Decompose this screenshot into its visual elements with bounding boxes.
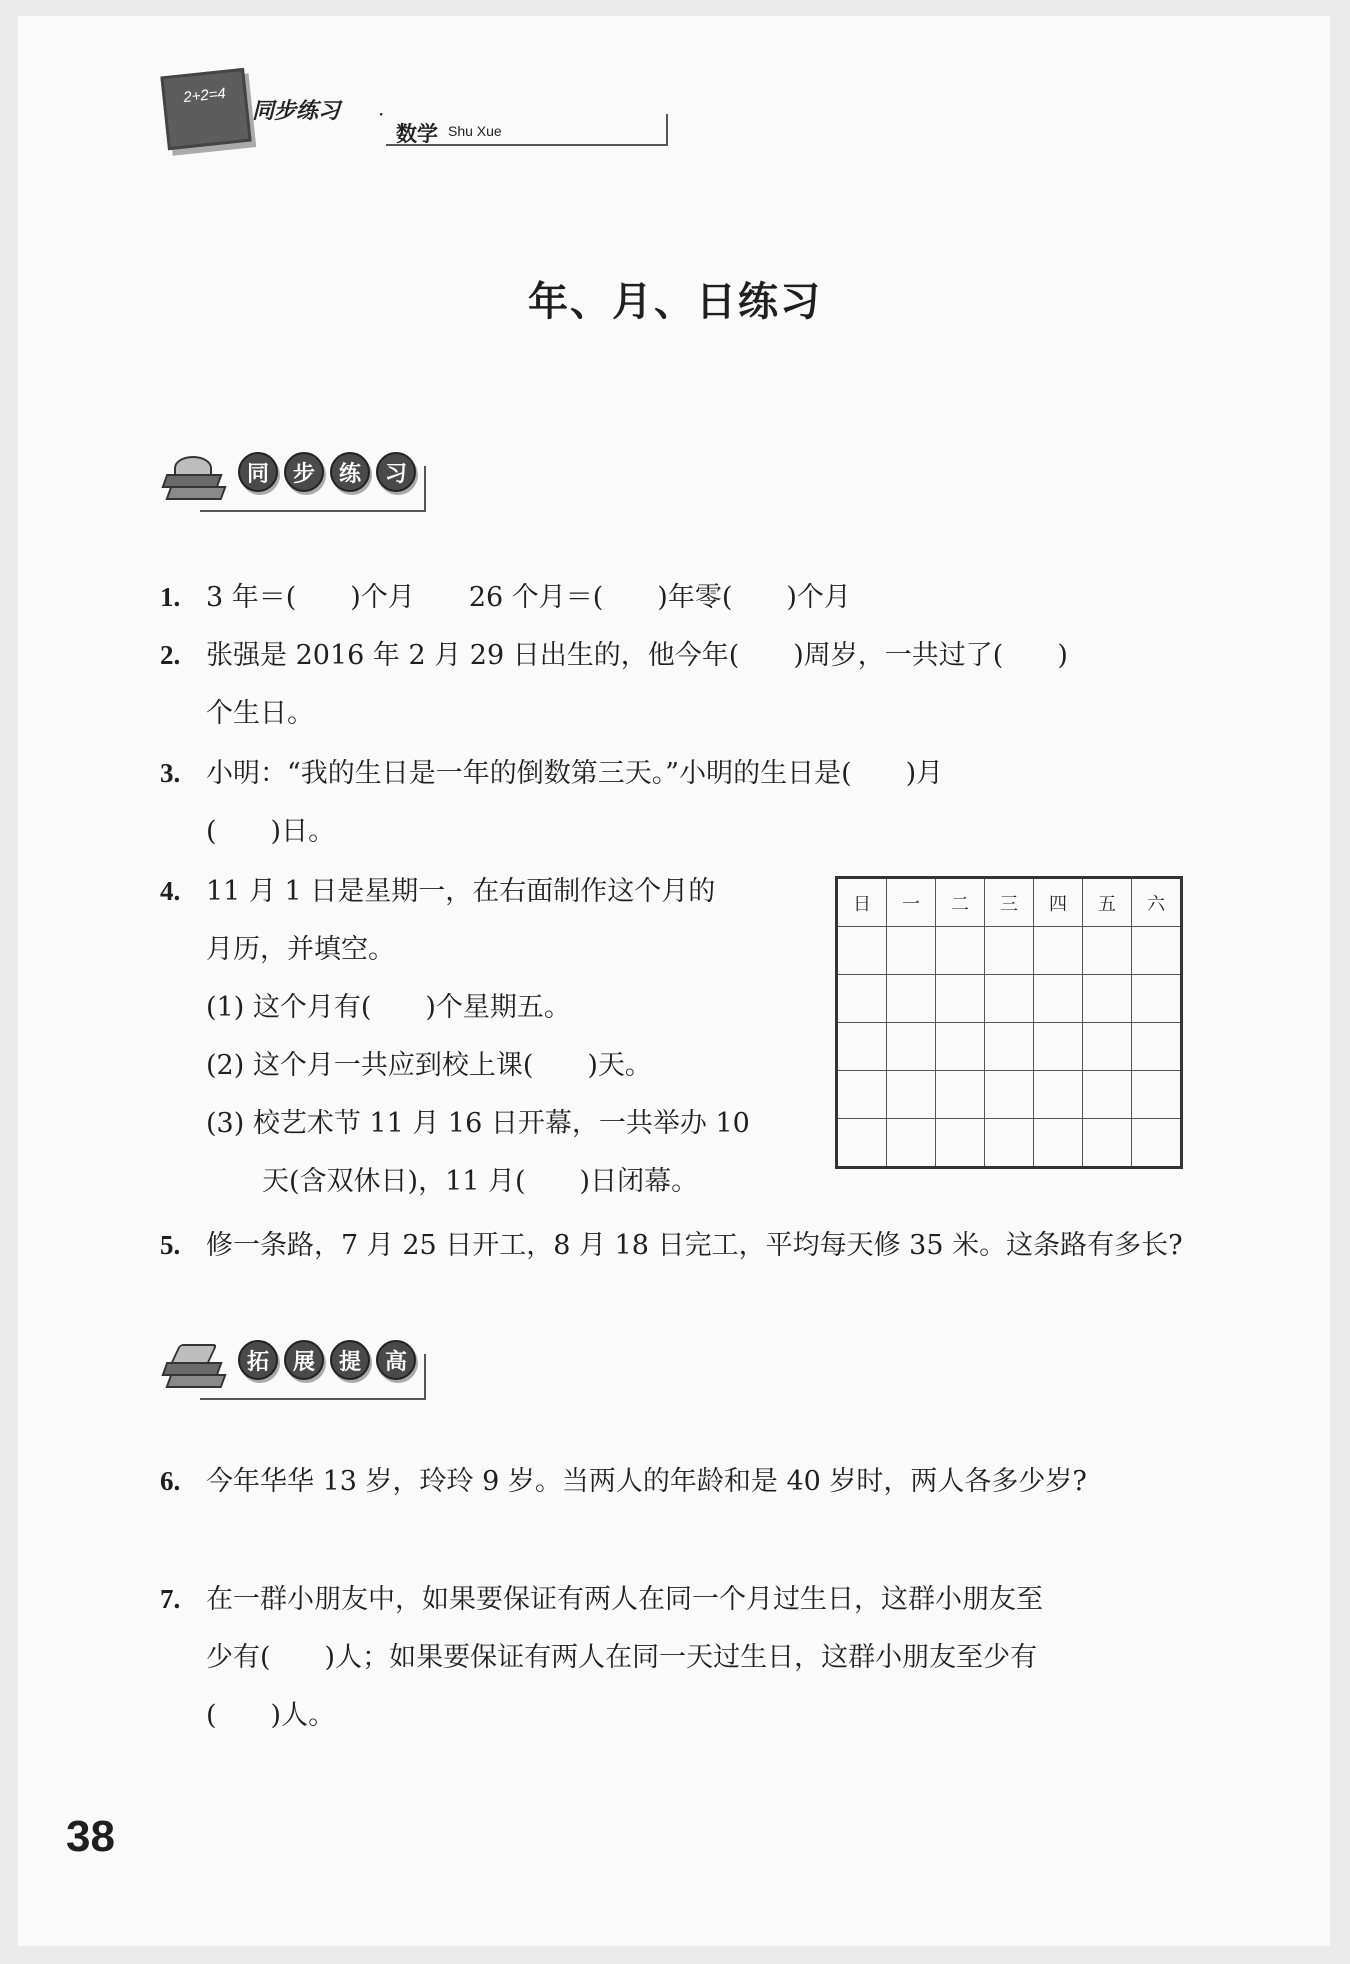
weekday-cell: 二 [936, 878, 985, 927]
calendar-cell[interactable] [985, 1119, 1034, 1168]
calendar-cell[interactable] [1034, 1071, 1083, 1119]
question-1 [160, 568, 851, 627]
question-number: 4. [160, 876, 181, 906]
chip: 步 [284, 452, 324, 492]
calendar-cell[interactable] [936, 1119, 985, 1168]
calendar-cell[interactable] [1132, 1023, 1182, 1071]
question-text: 在一群小朋友中，如果要保证有两人在同一个月过生日，这群小朋友至 [206, 1584, 1043, 1615]
calendar-cell[interactable] [985, 927, 1034, 975]
weekday-cell: 五 [1083, 878, 1132, 927]
question-text-cont: 少有( )人；如果要保证有两人在同一天过生日，这群小朋友至少有 [206, 1642, 1038, 1673]
chip: 展 [284, 1340, 324, 1380]
header-badge [160, 62, 520, 158]
calendar-cell[interactable] [1034, 1023, 1083, 1071]
calendar-row [837, 927, 1182, 975]
calendar-cell[interactable] [887, 1119, 936, 1168]
question-text: 今年华华 13 岁，玲玲 9 岁。当两人的年龄和是 40 岁时，两人各多少岁? [206, 1466, 1087, 1497]
chip: 习 [376, 452, 416, 492]
sub-question-2: (2) 这个月一共应到校上课( )天。 [206, 1050, 652, 1081]
calendar-cell[interactable] [936, 1023, 985, 1071]
sub-question-3-cont: 天(含双休日)，11 月( )日闭幕。 [262, 1166, 699, 1197]
question-text: 3 年＝( )个月 26 个月＝( )年零( )个月 [206, 582, 851, 613]
question-number: 2. [160, 640, 181, 670]
sub-question-3: (3) 校艺术节 11 月 16 日开幕，一共举办 10 [206, 1108, 750, 1139]
page-title: 年、月、日练习 [528, 278, 822, 325]
calendar-cell[interactable] [1034, 927, 1083, 975]
weekday-cell: 一 [887, 878, 936, 927]
question-number: 5. [160, 1230, 181, 1260]
board-text: 2+2=4 [182, 84, 227, 107]
chalkboard-icon [160, 68, 251, 150]
page-number: 38 [66, 1812, 115, 1861]
calendar-cell[interactable] [1132, 1071, 1182, 1119]
calendar-cell[interactable] [1034, 975, 1083, 1023]
calendar-cell[interactable] [837, 1071, 887, 1119]
chip: 拓 [238, 1340, 278, 1380]
calendar-cell[interactable] [1083, 927, 1132, 975]
subject-frame [386, 114, 668, 146]
calendar-row [837, 1023, 1182, 1071]
calendar-cell[interactable] [1034, 1119, 1083, 1168]
question-2 [160, 626, 1068, 743]
chip: 提 [330, 1340, 370, 1380]
calendar-cell[interactable] [887, 1071, 936, 1119]
calendar-cell[interactable] [936, 927, 985, 975]
question-text: 张强是 2016 年 2 月 29 日出生的，他今年( )周岁，一共过了( ) [206, 640, 1068, 671]
calendar-cell[interactable] [837, 927, 887, 975]
calendar-cell[interactable] [1083, 975, 1132, 1023]
calendar-header-row [837, 878, 1182, 927]
badge-chips [238, 452, 416, 492]
weekday-cell: 日 [837, 878, 887, 927]
calendar-cell[interactable] [1132, 975, 1182, 1023]
weekday-cell: 三 [985, 878, 1034, 927]
question-text-cont: 个生日。 [206, 698, 314, 729]
question-text: 修一条路，7 月 25 日开工，8 月 18 日完工，平均每天修 35 米。这条路有多长? [206, 1230, 1183, 1261]
section-practice-badge [160, 440, 430, 520]
chip: 高 [376, 1340, 416, 1380]
subject-pinyin: Shu Xue [448, 123, 502, 139]
question-text-cont: 月历，并填空。 [206, 934, 395, 965]
calendar-row [837, 975, 1182, 1023]
calendar-cell[interactable] [936, 975, 985, 1023]
calendar-grid [835, 876, 1183, 1169]
question-text-cont: ( )人。 [206, 1700, 336, 1731]
calendar-row [837, 1119, 1182, 1168]
badge-chips [238, 1340, 416, 1380]
calendar-cell[interactable] [936, 1071, 985, 1119]
chip: 同 [238, 452, 278, 492]
series-title: 同步练习 [252, 98, 341, 123]
question-text-cont: ( )日。 [206, 816, 336, 847]
question-7 [160, 1570, 1043, 1745]
calendar-cell[interactable] [837, 1023, 887, 1071]
calendar-cell[interactable] [1083, 1119, 1132, 1168]
calendar-cell[interactable] [837, 975, 887, 1023]
calendar-cell[interactable] [837, 1119, 887, 1168]
subject-label: 数学 [396, 123, 438, 146]
calendar-cell[interactable] [1083, 1071, 1132, 1119]
weekday-cell: 四 [1034, 878, 1083, 927]
question-5 [160, 1216, 1183, 1275]
question-number: 7. [160, 1584, 181, 1614]
calendar-cell[interactable] [887, 927, 936, 975]
question-text: 11 月 1 日是星期一，在右面制作这个月的 [206, 876, 716, 907]
calendar-cell[interactable] [1132, 927, 1182, 975]
question-number: 6. [160, 1466, 181, 1496]
calendar-cell[interactable] [1132, 1119, 1182, 1168]
weekday-cell: 六 [1132, 878, 1182, 927]
calendar-cell[interactable] [887, 1023, 936, 1071]
question-4 [160, 862, 750, 1211]
calendar-cell[interactable] [887, 975, 936, 1023]
calendar-cell[interactable] [985, 1023, 1034, 1071]
calendar-cell[interactable] [985, 975, 1034, 1023]
question-number: 1. [160, 582, 181, 612]
calendar-row [837, 1071, 1182, 1119]
section-extension-badge [160, 1328, 430, 1408]
chip: 练 [330, 452, 370, 492]
sub-question-1: (1) 这个月有( )个星期五。 [206, 992, 571, 1023]
question-6 [160, 1452, 1087, 1511]
question-number: 3. [160, 758, 181, 788]
question-3 [160, 744, 943, 861]
separator-dot: · [378, 102, 385, 126]
question-text: 小明：“我的生日是一年的倒数第三天。”小明的生日是( )月 [206, 758, 944, 789]
calendar-cell[interactable] [985, 1071, 1034, 1119]
calendar-cell[interactable] [1083, 1023, 1132, 1071]
